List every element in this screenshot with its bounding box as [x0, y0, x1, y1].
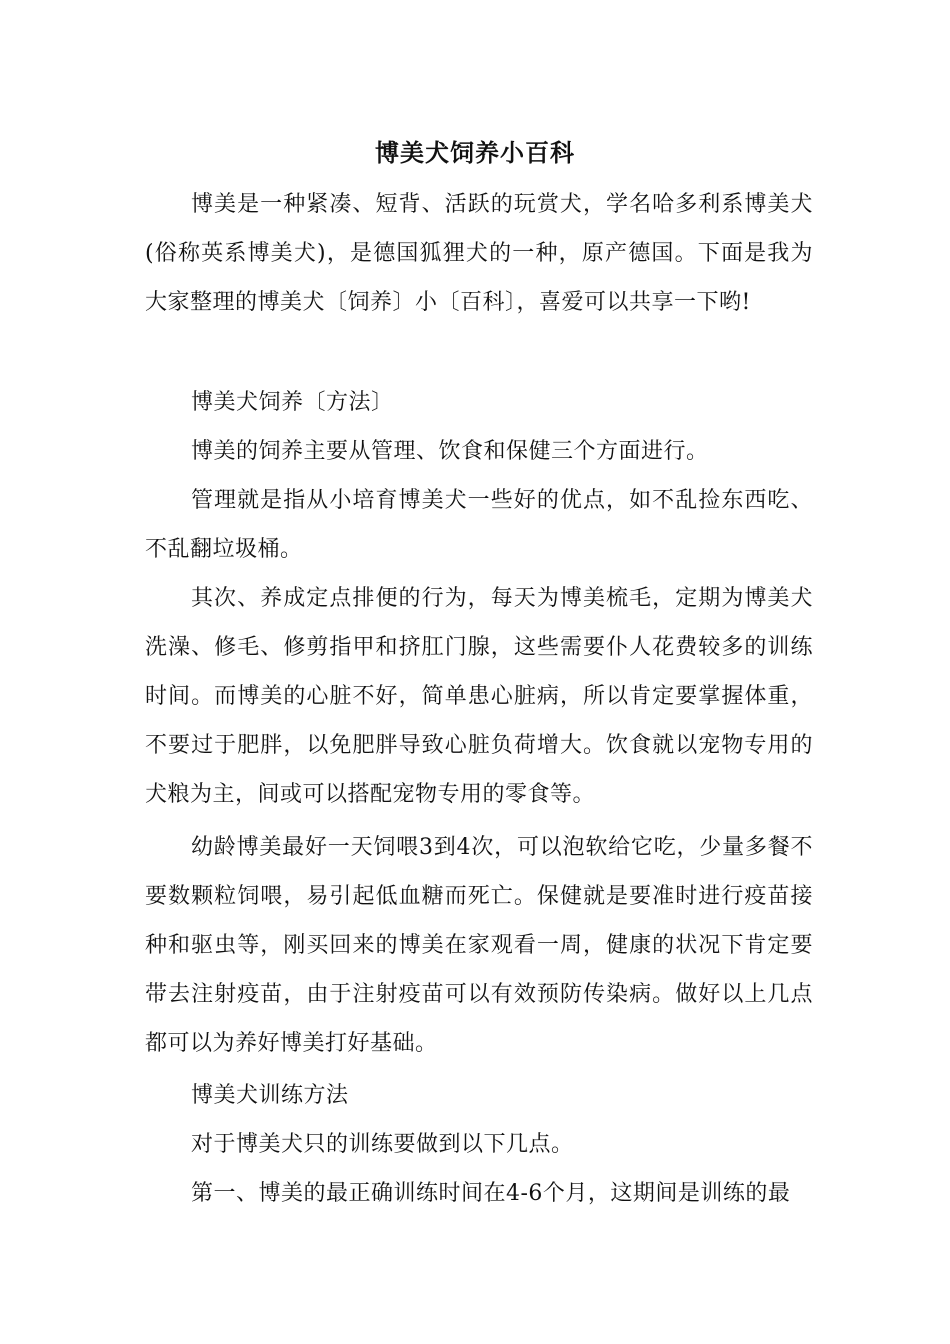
- document-title: 博美犬饲养小百科: [375, 138, 575, 167]
- section-heading-training-method: 博美犬训练方法: [191, 1083, 349, 1108]
- body-paragraph: 第一、博美的最正确训练时间在4-6个月，这期间是训练的最: [191, 1181, 791, 1206]
- intro-paragraph: 博美是一种紧凑、短背、活跃的玩赏犬，学名哈多利系博美犬(俗称英系博美犬)，是德国狐狸犬的一种，原产德国。下面是我为大家整理的博美犬〔饲养〕小〔百科〕，喜爱可以共享一下哟!: [145, 192, 813, 315]
- body-paragraph: 管理就是指从小培育博美犬一些好的优点，如不乱捡东西吃、不乱翻垃圾桶。: [145, 488, 813, 562]
- body-paragraph: 对于博美犬只的训练要做到以下几点。: [191, 1132, 574, 1157]
- body-paragraph: 幼龄博美最好一天饲喂3到4次，可以泡软给它吃，少量多餐不要数颗粒饲喂，易引起低血糖而死亡。保健就是要准时进行疫苗接种和驱虫等，刚买回来的博美在家观看一周，健康的状况下肯定要带去注射疫苗，由于注射疫苗可以有效预防传染病。做好以上几点都可以为养好博美打好基础。: [145, 835, 813, 1056]
- body-paragraph: 其次、养成定点排便的行为，每天为博美梳毛，定期为博美犬洗澡、修毛、修剪指甲和挤肛门腺，这些需要仆人花费较多的训练时间。而博美的心脏不好，简单患心脏病，所以肯定要掌握体重，不要过于肥胖，以免肥胖导致心脏负荷增大。饮食就以宠物专用的犬粮为主，间或可以搭配宠物专用的零食等。: [145, 586, 813, 807]
- body-paragraph: 博美的饲养主要从管理、饮食和保健三个方面进行。: [191, 439, 709, 464]
- section-heading-feeding-method: 博美犬饲养〔方法〕: [191, 390, 394, 415]
